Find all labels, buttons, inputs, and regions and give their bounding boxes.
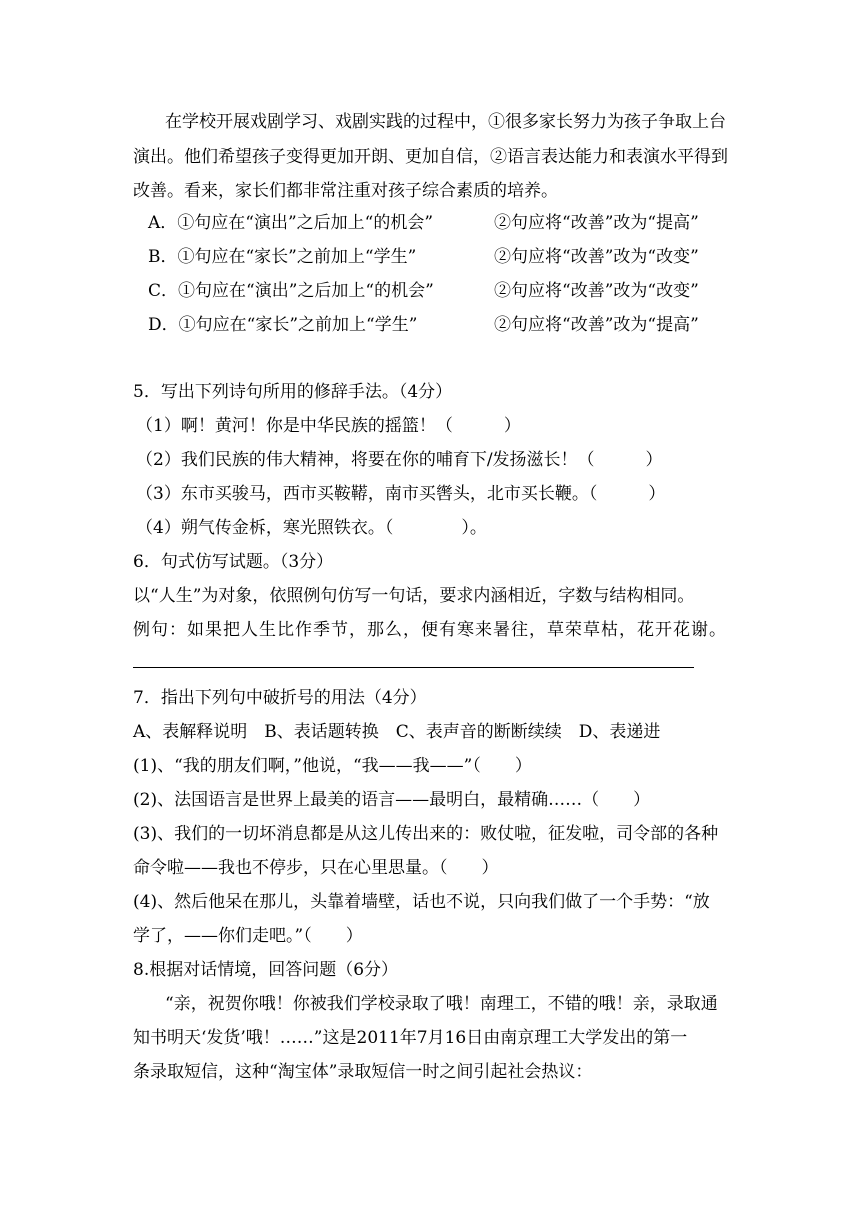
passage-line-3: 改善。看来，家长们都非常注重对孩子综合素质的培养。 <box>133 181 558 201</box>
q7-choices: A、表解释说明 B、表话题转换 C、表声音的断断续续 D、表递进 <box>133 722 661 742</box>
q7-item-4-line-2: 学了，——你们走吧。”（ ） <box>133 926 363 946</box>
q7-item-3-line-1: (3)、我们的一切坏消息都是从这儿传出来的：败仗啦，征发啦，司令部的各种 <box>133 824 719 844</box>
q5-item-4: （4）朔气传金柝，寒光照铁衣。（ ）。 <box>136 518 487 538</box>
q8-passage-line-1: “亲，祝贺你哦！你被我们学校录取了哦！南理工，不错的哦！亲，录取通 <box>165 994 718 1014</box>
q7-title: 7．指出下列句中破折号的用法（4分） <box>133 688 427 708</box>
answer-line[interactable] <box>133 667 694 668</box>
q5-item-1: （1）啊！黄河！你是中华民族的摇篮！（ ） <box>136 416 521 436</box>
q5-item-3: （3）东市买骏马，西市买鞍鞯，南市买辔头，北市买长鞭。（ ） <box>136 484 666 504</box>
q6-title: 6．句式仿写试题。（3分） <box>133 552 334 572</box>
q6-example: 例句：如果把人生比作季节，那么，便有寒来暑往，草荣草枯，花开花谢。 <box>133 620 727 640</box>
option-a <box>148 212 699 234</box>
q8-passage-line-2: 知书明天‘发货’哦！……”这是2011年7月16日由南京理工大学发出的第一 <box>133 1028 688 1048</box>
option-d <box>148 314 699 336</box>
q7-item-1: (1)、“我的朋友们啊，”他说，“我——我——”（ ） <box>133 756 532 776</box>
option-b-part-2: ②句应将“改善”改为“改变” <box>494 247 699 267</box>
passage-line-1: 在学校开展戏剧学习、戏剧实践的过程中，①很多家长努力为孩子争取上台 <box>165 112 726 132</box>
q7-item-3-line-2: 命令啦——我也不停步，只在心里思量。（ ） <box>133 858 499 878</box>
option-b-part-1: B．①句应在“家长”之前加上“学生” <box>148 247 417 267</box>
option-a-part-2: ②句应将“改善”改为“提高” <box>494 213 699 233</box>
option-d-part-2: ②句应将“改善”改为“提高” <box>494 315 699 335</box>
option-a-part-1: A．①句应在“演出”之后加上“的机会” <box>148 213 434 233</box>
option-c <box>148 280 699 302</box>
q6-instruction: 以“人生”为对象，依照例句仿写一句话，要求内涵相近，字数与结构相同。 <box>133 586 695 606</box>
option-c-part-2: ②句应将“改善”改为“改变” <box>494 281 699 301</box>
option-c-part-1: C．①句应在“演出”之后加上“的机会” <box>148 281 434 301</box>
option-d-part-1: D．①句应在“家长”之前加上“学生” <box>148 315 418 335</box>
passage-line-2: 演出。他们希望孩子变得更加开朗、更加自信，②语言表达能力和表演水平得到 <box>133 147 728 167</box>
option-b <box>148 246 699 268</box>
q8-passage-line-3: 条录取短信，这种“淘宝体”录取短信一时之间引起社会热议： <box>133 1062 593 1082</box>
q7-item-2: (2)、法国语言是世界上最美的语言——最明白，最精确……（ ） <box>133 790 651 810</box>
q8-title: 8.根据对话情境，回答问题（6分） <box>133 960 399 980</box>
q5-item-2: （2）我们民族的伟大精神，将要在你的哺育下/发扬滋长！（ ） <box>136 450 663 470</box>
q5-title: 5．写出下列诗句所用的修辞手法。（4分） <box>133 382 453 402</box>
q7-item-4-line-1: (4)、然后他呆在那儿，头靠着墙壁，话也不说，只向我们做了一个手势：“放 <box>133 892 710 912</box>
